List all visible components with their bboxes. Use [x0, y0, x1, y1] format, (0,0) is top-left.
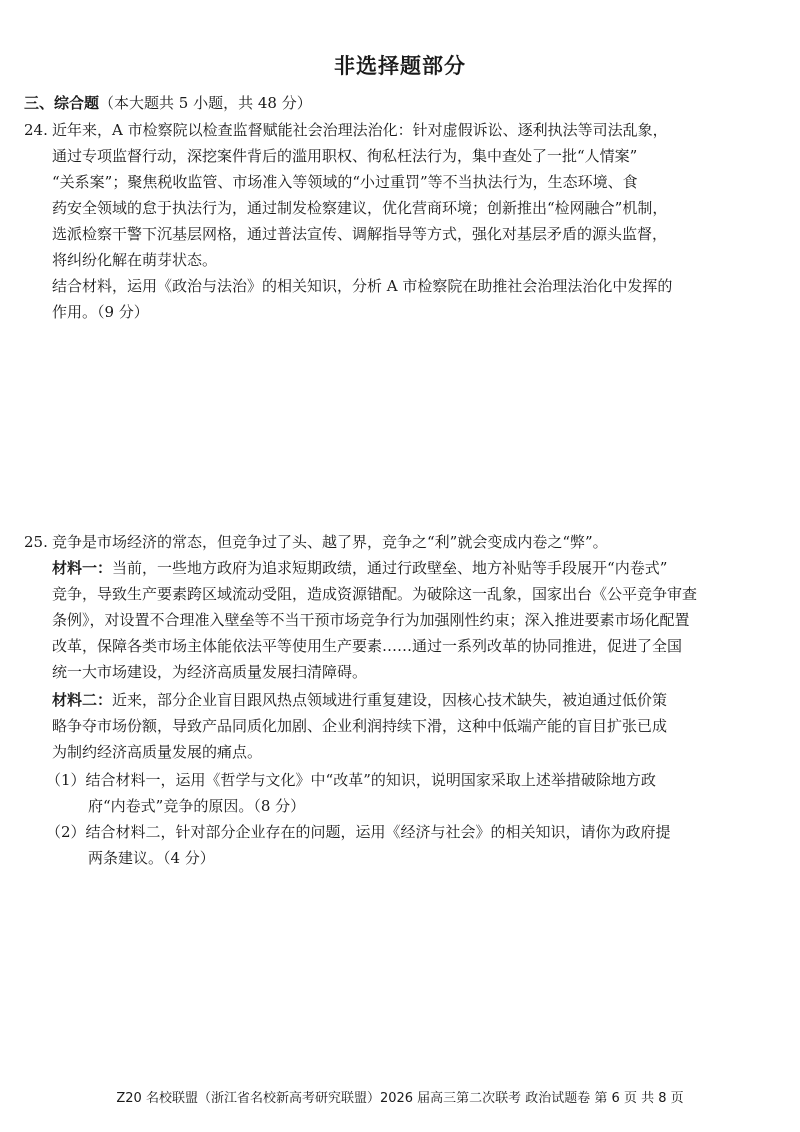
question-24-line: 通过专项监督行动，深挖案件背后的滥用职权、徇私枉法行为，集中查处了一批“人情案”	[52, 147, 638, 165]
material-1-line: 竞争，导致生产要素跨区域流动受阻，造成资源错配。为破除这一乱象，国家出台《公平竞争审查	[52, 585, 698, 603]
question-24-line: 药安全领域的怠于执法行为，通过制发检察建议，优化营商环境；创新推出“检网融合”机制，	[52, 199, 668, 217]
page-title: 非选择题部分	[334, 54, 466, 78]
material-1-line: 条例》，对设置不合理准入壁垒等不当干预市场竞争行为加强刚性约束；深入推进要素市场化配置	[52, 611, 690, 629]
question-24-number: 24.	[24, 121, 48, 139]
question-24-line: “关系案”；聚焦税收监管、市场准入等领域的“小过重罚”等不当执法行为，生态环境、食	[52, 173, 638, 191]
subquestion-1-line: 府“内卷式”竞争的原因。（8 分）	[88, 797, 306, 815]
material-2-line: 为制约经济高质量发展的痛点。	[52, 743, 263, 761]
question-24-prompt: 结合材料，运用《政治与法治》的相关知识，分析 A 市检察院在助推社会治理法治化中发挥的	[52, 277, 673, 295]
material-1-line	[52, 558, 667, 578]
question-24-line: 选派检察干警下沉基层网格，通过普法宣传、调解指导等方式，强化对基层矛盾的源头监督，	[52, 225, 668, 243]
subquestion-2-line: （2）结合材料二，针对部分企业存在的问题，运用《经济与社会》的相关知识，请你为政府提	[46, 823, 671, 841]
material-1-label: 材料一：	[52, 559, 113, 577]
subquestion-1-line: （1）结合材料一，运用《哲学与文化》中“改革”的知识，说明国家采取上述举措破除地方政	[46, 771, 656, 789]
question-24-prompt: 作用。（9 分）	[52, 303, 149, 321]
section-label: 三、综合题	[24, 94, 100, 112]
section-heading	[24, 93, 312, 113]
material-2-line	[52, 690, 667, 710]
material-2-label: 材料二：	[52, 691, 113, 709]
subquestion-2-line: 两条建议。（4 分）	[88, 849, 215, 867]
material-1-text: 当前，一些地方政府为追求短期政绩，通过行政壁垒、地方补贴等手段展开“内卷式”	[112, 559, 668, 577]
material-1-line: 统一大市场建设，为经济高质量发展扫清障碍。	[52, 663, 368, 681]
question-25-intro: 竞争是市场经济的常态，但竞争过了头、越了界，竞争之“利”就会变成内卷之“弊”。	[52, 533, 608, 551]
material-1-line: 改革，保障各类市场主体能依法平等使用生产要素……通过一系列改革的协同推进，促进了全国	[52, 637, 683, 655]
question-25-number: 25.	[24, 533, 48, 551]
question-24-line: 近年来，A 市检察院以检查监督赋能社会治理法治化：针对虚假诉讼、逐利执法等司法乱象，	[52, 121, 668, 139]
material-2-text: 近来，部分企业盲目跟风热点领域进行重复建设，因核心技术缺失，被迫通过低价策	[112, 691, 668, 709]
page-footer: Z20 名校联盟（浙江省名校新高考研究联盟）2026 届高三第二次联考 政治试题卷 第 6 页 共 8 页	[116, 1091, 684, 1106]
material-2-line: 略争夺市场份额，导致产品同质化加剧、企业利润持续下滑，这种中低端产能的盲目扩张已成	[52, 717, 668, 735]
section-note: （本大题共 5 小题，共 48 分）	[99, 94, 312, 112]
question-24-line: 将纠纷化解在萌芽状态。	[52, 251, 218, 269]
